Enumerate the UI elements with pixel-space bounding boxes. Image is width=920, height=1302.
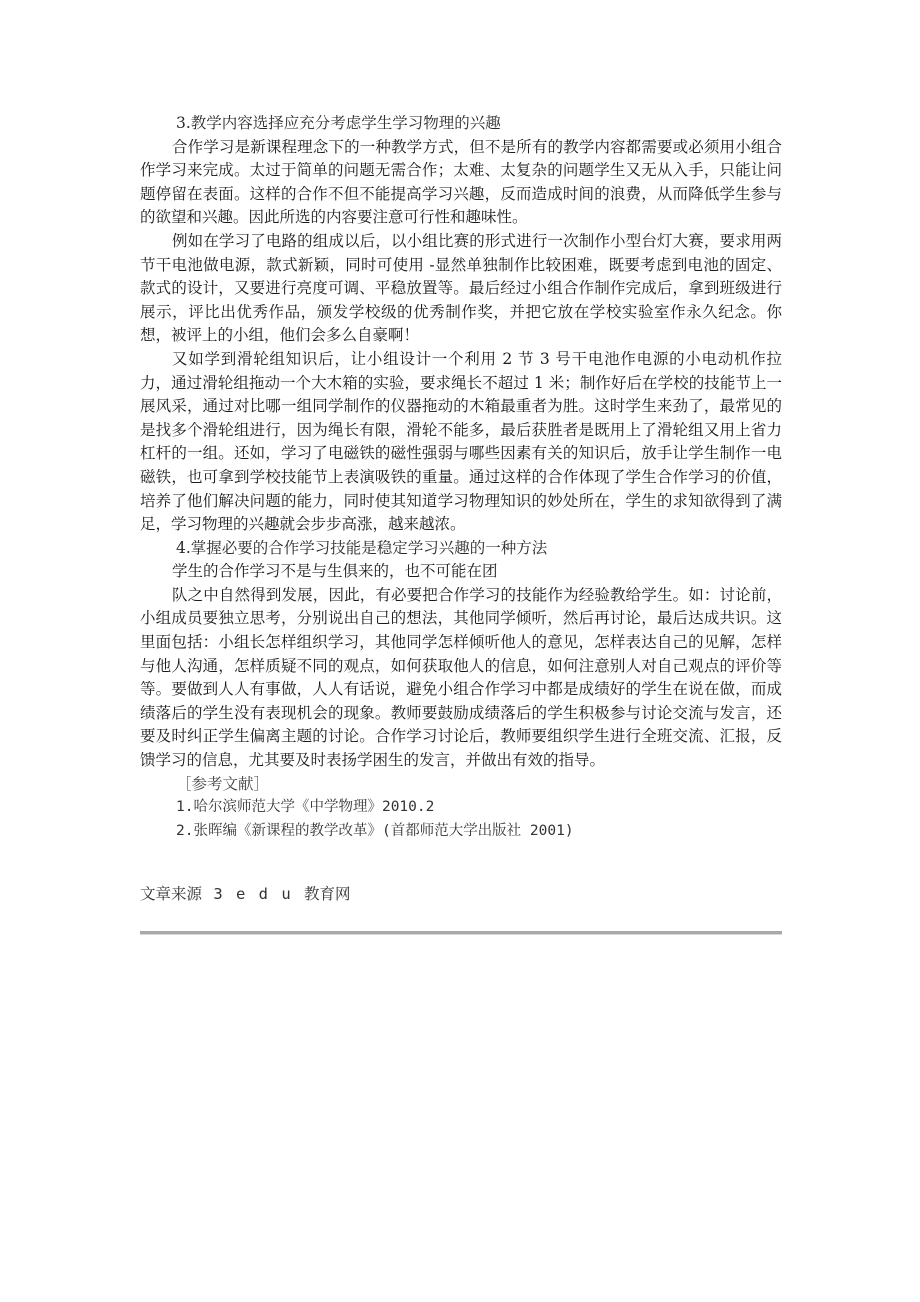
section-3-paragraph-3: 又如学到滑轮组知识后，让小组设计一个利用 2 节 3 号干电池作电源的小电动机作拉力，通过滑轮组拖动一个大木箱的实验，要求绳长不超过 1 米；制作好后在学校的技能节上一展风采，通过对比哪一组同学制作的仪器拖动的木箱最重者为胜。这时学生来劲了，最常见的是找多个滑轮组进行，因为绳长有限，滑轮不能多，最后获胜者是既用上了滑轮组又用上省力杠杆的一组。还如，学习了电磁铁的磁性强弱与哪些因素有关的知识后，放手让学生制作一电磁铁，也可拿到学校技能节上表演吸铁的重量。通过这样的合作体现了学生合作学习的价值，培养了他们解决问题的能力，同时使其知道学习物理知识的妙处所在，学生的求知欲得到了满足，学习物理的兴趣就会步步高涨，越来越浓。 (140, 349, 782, 534)
source-name: 3 e d u (202, 885, 305, 903)
article-body (140, 112, 782, 843)
reference-item-2: 2.张晖编《新课程的教学改革》(首都师范大学出版社 2001) (176, 822, 574, 839)
source-prefix: 文章来源 (140, 885, 203, 903)
section-4-heading: 4.掌握必要的合作学习技能是稳定学习兴趣的一种方法 (176, 538, 548, 557)
section-3-paragraph-1: 合作学习是新课程理念下的一种教学方式，但不是所有的教学内容都需要或必须用小组合作学习来完成。太过于简单的问题无需合作；太难、太复杂的问题学生又无从入手，只能让问题停留在表面。这样的合作不但不能提高学习兴趣，反而造成时间的浪费，从而降低学生参与的欲望和兴趣。因此所选的内容要注意可行性和趣味性。 (140, 137, 782, 227)
source-suffix: 教育网 (304, 885, 351, 903)
section-4-paragraph-1: 学生的合作学习不是与生俱来的，也不可能在团 (172, 562, 498, 581)
horizontal-divider (140, 931, 782, 935)
reference-item-1: 1.哈尔滨师范大学《中学物理》2010.2 (176, 799, 435, 816)
article-source (140, 882, 351, 906)
references-title: ［参考文献］ (176, 774, 270, 793)
section-3-paragraph-2: 例如在学习了电路的组成以后，以小组比赛的形式进行一次制作小型台灯大赛，要求用两节干电池做电源，款式新颖，同时可使用 -显然单独制作比较困难，既要考虑到电池的固定、款式的设计，又要进行亮度可调、平稳放置等。最后经过小组合作制作完成后，拿到班级进行展示，评比出优秀作品，颁发学校级的优秀制作奖，并把它放在学校实验室作永久纪念。你想，被评上的小组，他们会多么自豪啊！ (140, 231, 782, 345)
section-4-paragraph-2: 队之中自然得到发展，因此，有必要把合作学习的技能作为经验教给学生。如：讨论前，小组成员要独立思考，分别说出自己的想法，其他同学倾听，然后再讨论，最后达成共识。这里面包括：小组长怎样组织学习，其他同学怎样倾听他人的意见，怎样表达自己的见解，怎样与他人沟通，怎样质疑不同的观点，如何获取他人的信息，如何注意别人对自己观点的评价等等。要做到人人有事做，人人有话说，避免小组合作学习中都是成绩好的学生在说在做，而成绩落后的学生没有表现机会的现象。教师要鼓励成绩落后的学生积极参与讨论交流与发言，还要及时纠正学生偏离主题的讨论。合作学习讨论后，教师要组织学生进行全班交流、汇报，反馈学习的信息，尤其要及时表扬学困生的发言，并做出有效的指导。 (140, 585, 782, 770)
section-3-heading: 3.教学内容选择应充分考虑学生学习物理的兴趣 (176, 114, 501, 132)
